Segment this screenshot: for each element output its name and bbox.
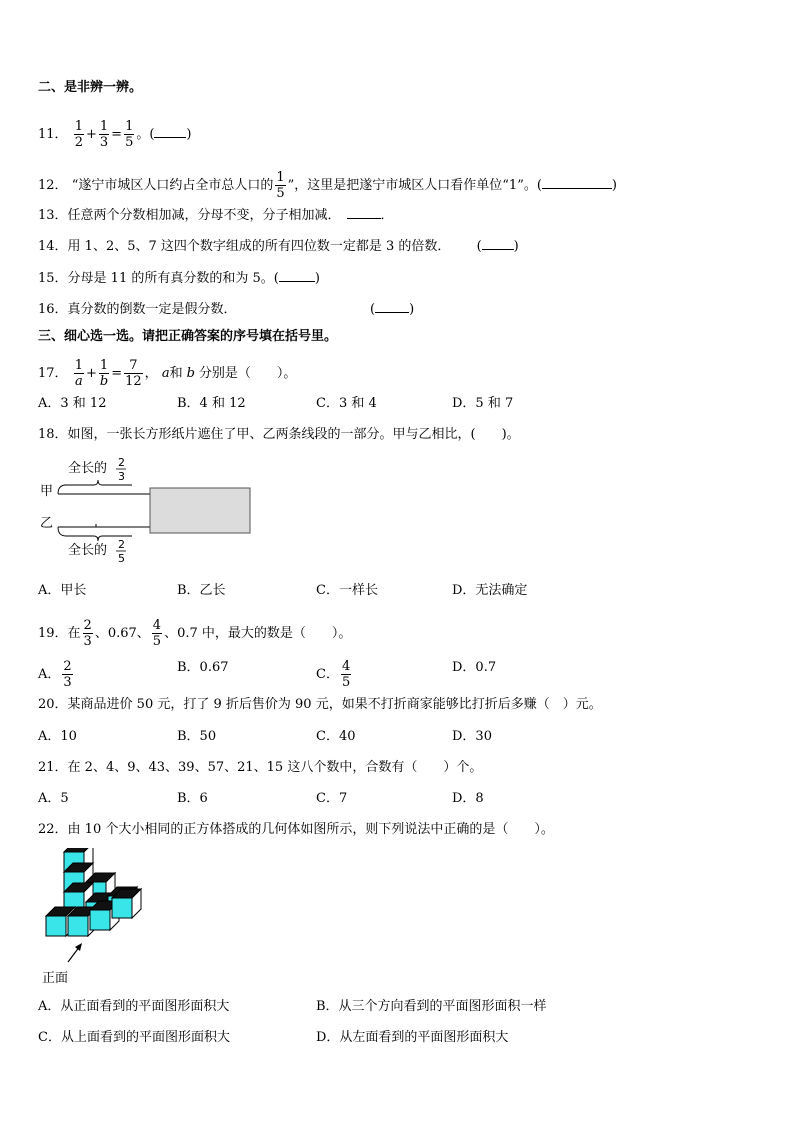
q17-option-c[interactable]: C．3 和 4 [316, 396, 377, 411]
answer-blank[interactable] [482, 249, 514, 250]
q20-option-b[interactable]: B．50 [177, 729, 217, 744]
q20-option-d[interactable]: D．30 [452, 729, 492, 744]
label-jia: 甲 [40, 484, 54, 499]
q21-option-d[interactable]: D．8 [452, 791, 484, 806]
q20-option-a[interactable]: A．10 [38, 729, 77, 744]
bottom-label-text: 全长的 [68, 543, 108, 558]
question-12 [38, 171, 617, 200]
fraction: $\frac{4}{5}$ [152, 618, 162, 649]
answer-blank[interactable] [279, 281, 315, 282]
answer-blank[interactable] [347, 218, 381, 219]
question-15 [38, 271, 320, 287]
question-17 [38, 359, 296, 388]
covering-paper [150, 488, 250, 533]
top-label-num: 2 [118, 456, 125, 469]
fraction: $\frac{1}{3}$ [99, 119, 109, 150]
q18-option-a[interactable]: A．甲长 [38, 583, 87, 598]
q17-option-b[interactable]: B．4 和 12 [177, 396, 246, 411]
question-text: 19．在 [38, 626, 81, 641]
equals-sign: = [111, 127, 123, 142]
q18-option-b[interactable]: B．乙长 [177, 583, 226, 598]
section-2-title: 二、是非辨一辨。 [38, 80, 143, 95]
plus-sign: + [85, 366, 97, 381]
question-text: ) [314, 271, 320, 286]
top-label-text: 全长的 [68, 461, 108, 476]
question-text: 、0.67、 [94, 626, 150, 641]
question-18: 18．如图，一张长方形纸片遮住了甲、乙两条线段的一部分。甲与乙相比，( )。 [38, 427, 520, 442]
question-text: 、0.7 中，最大的数是（ ）。 [164, 626, 352, 641]
question-text: 和 [169, 366, 183, 381]
question-22: 22．由 10 个大小相同的正方体搭成的几何体如图所示，则下列说法中正确的是（ ）。 [38, 822, 554, 837]
q19-option-a[interactable]: A． $\frac{2}{3}$ [38, 659, 72, 690]
question-text: ) [186, 127, 192, 142]
fraction: $\frac{1}{2}$ [74, 119, 83, 150]
top-label-den: 3 [118, 470, 125, 483]
question-text: ． [380, 208, 394, 223]
question-20: 20．某商品进价 50 元，打了 9 折后售价为 90 元，如果不打折商家能够比打折后多赚（ ）元。 [38, 697, 602, 712]
q18-option-c[interactable]: C．一样长 [316, 583, 378, 598]
variable-b: b [186, 366, 195, 381]
answer-blank[interactable] [542, 188, 612, 189]
question-text: ， [144, 366, 158, 381]
q21-option-c[interactable]: C．7 [316, 791, 348, 806]
answer-paren [370, 302, 414, 318]
fraction: $\frac{1}{a}$ [74, 358, 83, 389]
question-text: ) [513, 239, 519, 254]
question-text: 15．分母是 11 的所有真分数的和为 5。( [38, 271, 279, 286]
question-text: 。( [136, 127, 155, 142]
q17-option-d[interactable]: D．5 和 7 [452, 396, 514, 411]
question-number: 17． [38, 366, 68, 381]
bottom-label-num: 2 [118, 538, 125, 551]
q21-option-b[interactable]: B．6 [177, 791, 208, 806]
question-number: 12． [38, 178, 68, 193]
question-21: 21．在 2、4、9、43、39、57、21、15 这八个数中，合数有（ ）个。 [38, 760, 483, 775]
q20-option-c[interactable]: C．40 [316, 729, 356, 744]
q22-option-d[interactable]: D．从左面看到的平面图形面积大 [316, 1030, 509, 1045]
section-3-title: 三、细心选一选。请把正确答案的序号填在括号里。 [38, 329, 338, 344]
question-text: 14．用 1、2、5、7 这四个数字组成的所有四位数一定都是 3 的倍数． [38, 239, 451, 254]
question-13 [38, 208, 394, 224]
fraction: $\frac{1}{5}$ [125, 119, 134, 150]
q21-option-a[interactable]: A．5 [38, 791, 69, 806]
question-19 [38, 619, 351, 648]
fraction: $\frac{1}{b}$ [99, 358, 109, 389]
question-text: “遂宁市城区人口约占全市总人口的 [71, 178, 274, 193]
label-yi: 乙 [40, 516, 54, 531]
bottom-label-den: 5 [118, 552, 125, 565]
q18-option-d[interactable]: D．无法确定 [452, 583, 528, 598]
question-16 [38, 302, 415, 318]
front-label: 正面 [42, 971, 69, 986]
q22-option-b[interactable]: B．从三个方向看到的平面图形面积一样 [316, 999, 547, 1014]
fraction: $\frac{2}{3}$ [83, 618, 92, 649]
question-text: ) [409, 302, 415, 317]
q22-option-a[interactable]: A．从正面看到的平面图形面积大 [38, 999, 230, 1014]
question-text: ”，这里是把遂宁市城区人口看作单位“1”。( [287, 178, 542, 193]
answer-blank[interactable] [375, 312, 409, 313]
question-text: ( [370, 302, 376, 317]
equals-sign: = [111, 366, 123, 381]
q19-option-b[interactable]: B．0.67 [177, 660, 229, 675]
q19-option-d[interactable]: D．0.7 [452, 660, 497, 675]
question-text: ) [611, 178, 617, 193]
fraction: $\frac{1}{5}$ [276, 170, 285, 201]
q19-option-c[interactable]: C． $\frac{4}{5}$ [316, 659, 351, 690]
question-text: 13．任意两个分数相加减，分母不变，分子相加减． [38, 208, 341, 223]
question-text: ( [476, 239, 482, 254]
answer-blank[interactable] [154, 137, 186, 138]
q22-option-c[interactable]: C．从上面看到的平面图形面积大 [38, 1030, 230, 1045]
variable-a: a [161, 366, 170, 381]
q18-figure [36, 452, 256, 570]
question-11 [38, 120, 192, 149]
q17-option-a[interactable]: A．3 和 12 [38, 396, 107, 411]
fraction: $\frac{7}{12}$ [125, 358, 142, 389]
plus-sign: + [85, 127, 97, 142]
cube [112, 889, 141, 918]
question-text: 16．真分数的倒数一定是假分数． [38, 302, 237, 317]
q22-cube-figure [38, 848, 148, 988]
question-text: 分别是（ ）。 [198, 366, 297, 381]
question-number: 11． [38, 127, 68, 142]
question-14 [38, 239, 519, 255]
